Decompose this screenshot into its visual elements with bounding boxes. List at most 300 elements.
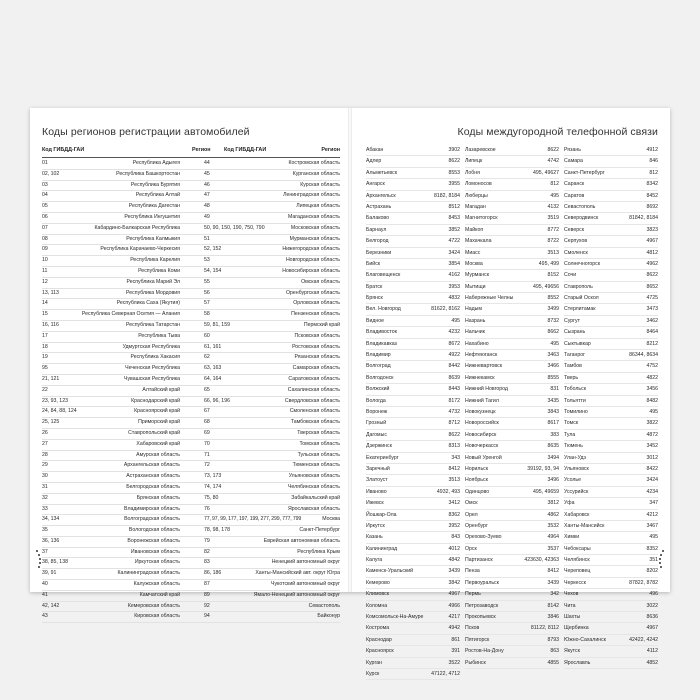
dial-code: 47122, 4712 <box>431 670 460 677</box>
city-name: Бийск <box>366 260 381 267</box>
dial-code: 496 <box>649 591 658 598</box>
table-row <box>42 267 340 278</box>
list-item <box>366 270 460 281</box>
list-item <box>465 475 559 486</box>
city-name: Ульяновск <box>564 465 589 472</box>
region-code: 08 <box>42 235 48 242</box>
region-code: 40 <box>42 581 48 588</box>
list-item <box>366 601 460 612</box>
phone-codes-column <box>465 145 559 669</box>
list-item <box>465 521 559 532</box>
region-name: Иркутская область <box>134 559 180 566</box>
region-name: Республика Башкортостан <box>116 170 180 177</box>
region-code: 26 <box>42 429 48 436</box>
header-region-1: Регион <box>192 147 211 153</box>
decorative-dots-icon <box>646 548 666 568</box>
city-name: Уфа <box>564 500 575 507</box>
dial-code: 3412 <box>448 500 460 507</box>
city-name: Курск <box>366 670 380 677</box>
list-item <box>465 555 559 566</box>
list-item <box>564 350 658 361</box>
city-name: Орел <box>465 511 478 518</box>
dial-code: 8512 <box>448 203 460 210</box>
list-item <box>465 384 559 395</box>
city-name: Партизанск <box>465 557 493 564</box>
dial-code: 8622 <box>646 272 658 279</box>
table-row <box>42 245 340 256</box>
region-name: Рязанская область <box>294 354 340 361</box>
region-name: Вологодская область <box>128 527 180 534</box>
table-row <box>42 191 340 202</box>
list-item <box>465 350 559 361</box>
city-name: Махачкала <box>465 238 492 245</box>
list-item <box>366 566 460 577</box>
decorative-dots-icon <box>34 548 54 568</box>
dial-code: 8622 <box>547 147 559 153</box>
book-spread <box>30 108 670 677</box>
city-name: Тольятти <box>564 397 586 404</box>
city-name: Тюмень <box>564 443 583 450</box>
list-item <box>366 361 460 372</box>
dial-code: 8555 <box>547 374 559 381</box>
list-item <box>564 635 658 646</box>
dial-code: 3022 <box>646 602 658 609</box>
list-item <box>564 156 658 167</box>
table-row <box>42 310 340 321</box>
list-item <box>366 191 460 202</box>
dial-code: 3473 <box>646 306 658 313</box>
list-item <box>564 475 658 486</box>
dial-code: 8793 <box>547 636 559 643</box>
region-name: Свердловская область <box>284 397 340 404</box>
list-item <box>564 555 658 566</box>
region-name: Забайкальский край <box>291 494 340 501</box>
header-region-2: Регион <box>321 147 340 153</box>
list-item <box>564 248 658 259</box>
region-name: Смоленская область <box>289 408 340 415</box>
list-item <box>564 396 658 407</box>
city-name: Челябинск <box>564 557 590 564</box>
dial-code: 8453 <box>448 215 460 222</box>
table-row <box>42 515 340 526</box>
region-code: 41 <box>42 591 48 598</box>
region-code: 57 <box>204 300 210 307</box>
region-code: 02, 102 <box>42 170 60 177</box>
city-name: Томилино <box>564 408 588 415</box>
region-code: 54, 154 <box>204 267 222 274</box>
city-name: Сыктывкар <box>564 340 591 347</box>
list-item <box>465 259 559 270</box>
dial-code: 4234 <box>646 488 658 495</box>
dial-code: 8692 <box>646 203 658 210</box>
city-name: Усолье <box>564 477 581 484</box>
region-name: Республика Адыгея <box>132 160 180 166</box>
right-page-title: Коды междугородной телефонной связи <box>457 126 658 138</box>
city-name: Санкт-Петербург <box>564 169 605 176</box>
dial-code: 495 <box>550 340 559 347</box>
list-item <box>564 487 658 498</box>
region-code: 28 <box>42 451 48 458</box>
list-item <box>564 179 658 190</box>
city-name: Нижний Тагил <box>465 397 499 404</box>
region-name: Камчатский край <box>139 591 180 598</box>
city-name: Магадан <box>465 203 486 210</box>
list-item <box>465 236 559 247</box>
city-name: Климовск <box>366 591 389 598</box>
list-item <box>366 259 460 270</box>
list-item <box>564 259 658 270</box>
city-name: Адлер <box>366 158 382 165</box>
dial-code: 8772 <box>547 226 559 233</box>
city-name: Вологда <box>366 397 386 404</box>
city-name: Мурманск <box>465 272 489 279</box>
dial-code: 4752 <box>646 363 658 370</box>
region-code: 23, 93, 123 <box>42 397 68 404</box>
list-item <box>366 236 460 247</box>
dial-code: 3424 <box>448 249 460 256</box>
dial-code: 4012 <box>448 545 460 552</box>
table-row <box>42 364 340 375</box>
city-name: Прокопьевск <box>465 614 496 621</box>
region-code: 92 <box>204 602 210 609</box>
region-code: 87 <box>204 581 210 588</box>
dial-code: 3842 <box>448 579 460 586</box>
region-name: Севастополь <box>308 602 340 609</box>
region-code: 70 <box>204 440 210 447</box>
list-item <box>465 407 559 418</box>
region-code: 89 <box>204 591 210 598</box>
city-name: Пятигорск <box>465 636 490 643</box>
city-name: Дзержинск <box>366 443 392 450</box>
city-name: Комсомольск-На-Амуре <box>366 614 424 621</box>
list-item <box>465 293 559 304</box>
dial-code: 3456 <box>646 386 658 393</box>
region-name: Республика Карелия <box>130 257 180 264</box>
region-name: Ярославская область <box>287 505 340 512</box>
region-code: 58 <box>204 311 210 318</box>
region-code: 13, 113 <box>42 289 59 296</box>
table-row <box>42 375 340 386</box>
dial-code: 861 <box>451 636 460 643</box>
dial-code: 4855 <box>547 659 559 666</box>
city-name: Омск <box>465 500 478 507</box>
table-row <box>42 602 340 613</box>
list-item <box>465 327 559 338</box>
dial-code: 8352 <box>646 545 658 552</box>
dial-code: 8152 <box>547 272 559 279</box>
dial-code: 495, 49659 <box>533 488 559 495</box>
region-name: Нижегородская область <box>282 246 340 253</box>
table-row <box>42 558 340 569</box>
city-name: Астрахань <box>366 203 392 210</box>
table-row <box>42 418 340 429</box>
dial-code: 495 <box>550 192 559 199</box>
region-code: 67 <box>204 408 210 415</box>
dial-code: 3012 <box>646 454 658 461</box>
dial-code: 8342 <box>646 181 658 188</box>
list-item <box>564 168 658 179</box>
list-item <box>366 248 460 259</box>
region-code: 83 <box>204 559 210 566</box>
region-code: 29 <box>42 462 48 469</box>
city-name: Брянск <box>366 295 383 302</box>
region-code: 04 <box>42 192 48 199</box>
region-code: 76 <box>204 505 210 512</box>
region-name: Республика Марий Эл <box>126 278 180 285</box>
city-name: Барнаул <box>366 226 387 233</box>
city-name: Майкоп <box>465 226 484 233</box>
dial-code: 8212 <box>646 340 658 347</box>
list-item <box>366 213 460 224</box>
table-row <box>42 213 340 224</box>
region-name: Тюменская область <box>292 462 340 469</box>
region-name: Томская область <box>299 440 340 447</box>
list-item <box>564 145 658 156</box>
city-name: Южно-Сахалинск <box>564 636 606 643</box>
region-code: 65 <box>204 386 210 393</box>
city-name: Владивосток <box>366 329 397 336</box>
list-item <box>465 248 559 259</box>
region-name: Курганская область <box>292 170 340 177</box>
region-name: Пермский край <box>303 321 340 328</box>
city-name: Сургут <box>564 317 581 324</box>
list-item <box>465 544 559 555</box>
city-name: Магнитогорск <box>465 215 498 222</box>
city-name: Псков <box>465 625 480 632</box>
city-name: Нахабино <box>465 340 489 347</box>
dial-code: 42422, 4242 <box>629 636 658 643</box>
list-item <box>564 612 658 623</box>
list-item <box>366 293 460 304</box>
city-name: Якутск <box>564 648 580 655</box>
region-code: 63, 163 <box>204 365 222 372</box>
dial-code: 8172 <box>448 397 460 404</box>
city-name: Стерлитамак <box>564 306 596 313</box>
region-code: 51 <box>204 235 210 242</box>
list-item <box>366 475 460 486</box>
dial-code: 3953 <box>448 283 460 290</box>
region-name: Республика Карачаево-Черкесия <box>100 246 180 253</box>
city-name: Лобня <box>465 169 480 176</box>
region-name: Краснодарский край <box>131 397 180 404</box>
dial-code: 8362 <box>448 511 460 518</box>
dial-code: 4962 <box>646 260 658 267</box>
city-name: Чита <box>564 602 576 609</box>
list-item <box>564 282 658 293</box>
city-name: Лазаревское <box>465 147 496 153</box>
list-item <box>465 191 559 202</box>
dial-code: 3843 <box>547 408 559 415</box>
region-name: Воронежская область <box>127 537 180 544</box>
city-name: Ижевск <box>366 500 384 507</box>
dial-code: 8722 <box>547 238 559 245</box>
region-code: 18 <box>42 343 48 350</box>
dial-code: 3466 <box>547 363 559 370</box>
dial-code: 3812 <box>547 500 559 507</box>
list-item <box>366 658 460 669</box>
list-item <box>564 327 658 338</box>
city-name: Балаково <box>366 215 389 222</box>
region-name: Псковская область <box>294 332 340 339</box>
dial-code: 4922 <box>448 352 460 359</box>
city-name: Березники <box>366 249 392 256</box>
region-code: 64, 164 <box>204 375 222 382</box>
region-code: 44 <box>204 160 210 166</box>
table-row <box>42 494 340 505</box>
list-item <box>564 453 658 464</box>
city-name: Кемерово <box>366 579 390 586</box>
region-name: Республика Мордовия <box>126 289 180 296</box>
header-code-1: Код ГИБДД-ГАИ <box>42 147 85 153</box>
region-name: Республика Северная Осетия — Алания <box>81 311 180 318</box>
region-code: 42, 142 <box>42 602 60 609</box>
list-item <box>366 396 460 407</box>
region-code: 24, 84, 88, 124 <box>42 408 77 415</box>
region-name: Чувашская Республика <box>123 375 180 382</box>
dial-code: 343 <box>451 454 460 461</box>
dial-code: 3424 <box>646 477 658 484</box>
dial-code: 8442 <box>448 363 460 370</box>
dial-code: 347 <box>649 500 658 507</box>
region-code: 61, 161 <box>204 343 222 350</box>
city-name: Владикавказ <box>366 340 397 347</box>
region-name: Республика Татарстан <box>126 321 180 328</box>
dial-code: 342 <box>550 591 559 598</box>
region-code: 19 <box>42 354 48 361</box>
region-code: 73, 173 <box>204 473 222 480</box>
region-name: Новгородская область <box>285 257 340 264</box>
region-code: 95 <box>42 365 48 372</box>
dial-code: 81122, 8112 <box>530 625 559 632</box>
dial-code: 3519 <box>547 215 559 222</box>
region-name: Архангельская область <box>123 462 180 469</box>
list-item <box>564 191 658 202</box>
region-code: 35 <box>42 527 48 534</box>
list-item <box>465 453 559 464</box>
left-page-title: Коды регионов регистрации автомобилей <box>42 126 250 138</box>
dial-code: 4967 <box>646 625 658 632</box>
city-name: Севастополь <box>564 203 596 210</box>
list-item <box>564 589 658 600</box>
list-item <box>564 623 658 634</box>
list-item <box>465 282 559 293</box>
region-code: 79 <box>204 537 210 544</box>
dial-code: 812 <box>649 169 658 176</box>
regions-table <box>42 159 340 623</box>
city-name: Хабаровск <box>564 511 590 518</box>
table-row <box>42 353 340 364</box>
city-name: Ноябрьск <box>465 477 488 484</box>
dial-code: 4742 <box>547 158 559 165</box>
list-item <box>366 373 460 384</box>
dial-code: 812 <box>550 181 559 188</box>
list-item <box>465 601 559 612</box>
list-item <box>366 339 460 350</box>
city-name: Тамбов <box>564 363 582 370</box>
dial-code: 8617 <box>547 420 559 427</box>
dial-code: 495 <box>451 317 460 324</box>
city-name: Екатеринбург <box>366 454 399 461</box>
dial-code: 4112 <box>646 648 658 655</box>
table-row <box>42 472 340 483</box>
dial-code: 8482 <box>646 397 658 404</box>
list-item <box>465 168 559 179</box>
city-name: Волжский <box>366 386 390 393</box>
region-name: Республика Калмыкия <box>126 235 180 242</box>
region-code: 05 <box>42 203 48 210</box>
city-name: Новороссийск <box>465 420 499 427</box>
table-row <box>42 235 340 246</box>
city-name: Череповец <box>564 568 591 575</box>
region-code: 78, 98, 178 <box>204 527 230 534</box>
dial-code: 8313 <box>448 443 460 450</box>
city-name: Братск <box>366 283 383 290</box>
city-name: Пенза <box>465 568 480 575</box>
city-name: Пермь <box>465 591 481 598</box>
list-item <box>465 589 559 600</box>
region-code: 86, 186 <box>204 570 222 577</box>
dial-code: 3854 <box>448 260 460 267</box>
region-code: 50, 90, 150, 190, 750, 790 <box>204 224 265 231</box>
city-name: Чехов <box>564 591 579 598</box>
table-row <box>42 224 340 235</box>
list-item <box>564 578 658 589</box>
city-name: Вел. Новгород <box>366 306 401 313</box>
region-code: 14 <box>42 300 48 307</box>
dial-code: 4822 <box>646 374 658 381</box>
region-code: 15 <box>42 311 48 318</box>
dial-code: 87822, 8782 <box>629 579 658 586</box>
region-name: Ставропольский край <box>128 429 180 436</box>
city-name: Петрозаводск <box>465 602 499 609</box>
region-name: Чеченская Республика <box>125 365 180 372</box>
city-name: Ханты-Мансийск <box>564 522 605 529</box>
list-item <box>366 578 460 589</box>
city-name: Тверь <box>564 374 579 381</box>
city-name: Каменск-Уральский <box>366 568 414 575</box>
dial-code: 4967 <box>646 238 658 245</box>
region-name: Ленинградская область <box>283 192 340 199</box>
list-item <box>366 453 460 464</box>
region-name: Республика Саха (Якутия) <box>116 300 180 307</box>
list-item <box>465 270 559 281</box>
city-name: Набережные Челны <box>465 295 514 302</box>
region-name: Ямало-Ненецкий автономный округ <box>253 591 340 598</box>
region-name: Костромская область <box>288 160 340 166</box>
dial-code: 495, 49627 <box>533 169 559 176</box>
dial-code: 8182, 8184 <box>434 192 460 199</box>
dial-code: 3537 <box>547 545 559 552</box>
dial-code: 4832 <box>448 295 460 302</box>
list-item <box>465 339 559 350</box>
list-item <box>564 521 658 532</box>
region-code: 11 <box>42 267 48 274</box>
city-name: Воронеж <box>366 408 388 415</box>
dial-code: 4732 <box>448 408 460 415</box>
region-code: 55 <box>204 278 210 285</box>
dial-code: 846 <box>649 158 658 165</box>
dial-code: 8142 <box>547 602 559 609</box>
list-item <box>564 361 658 372</box>
region-name: Сахалинская область <box>287 386 340 393</box>
region-name: Республика Алтай <box>135 192 180 199</box>
region-code: 36, 136 <box>42 537 60 544</box>
table-row <box>42 461 340 472</box>
dial-code: 495 <box>649 408 658 415</box>
region-code: 33 <box>42 505 48 512</box>
region-name: Саратовская область <box>288 375 340 382</box>
region-code: 71 <box>204 451 210 458</box>
